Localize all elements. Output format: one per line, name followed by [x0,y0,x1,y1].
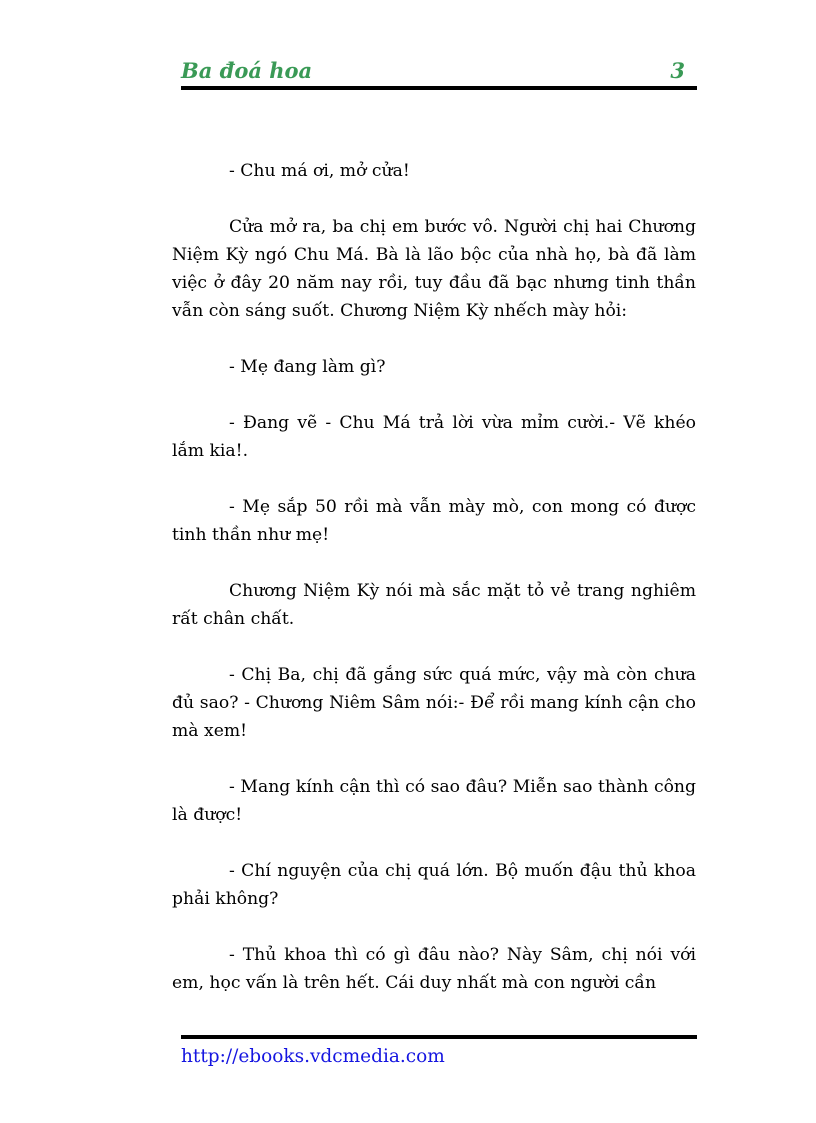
page-body [172,157,696,1025]
paragraph: - Chí nguyện của chị quá lớn. Bộ muốn đậu thủ khoa phải không? [172,861,696,909]
paragraph: - Mẹ sắp 50 rồi mà vẫn mày mò, con mong có được tinh thần như mẹ! [172,497,696,545]
book-title: Ba đoá hoa [181,58,313,83]
paragraph: Cửa mở ra, ba chị em bước vô. Người chị hai Chương Niệm Kỳ ngó Chu Má. Bà là lão bộc của nhà họ, bà đã làm việc ở đây 20 năm nay rồi, tuy đầu đã bạc nhưng tinh thần vẫn còn sáng suốt. Chương Niệm Kỳ nhếch mày hỏi: [172,217,696,321]
header-divider [181,86,697,90]
paragraph: - Chị Ba, chị đã gắng sức quá mức, vậy mà còn chưa đủ sao? - Chương Niêm Sâm nói:- Để rồi mang kính cận cho mà xem! [172,665,696,741]
paragraph: - Mẹ đang làm gì? [229,357,386,377]
paragraph: - Chu má ơi, mở cửa! [229,161,410,181]
paragraph: Chương Niệm Kỳ nói mà sắc mặt tỏ vẻ trang nghiêm rất chân chất. [172,581,696,629]
page-number: 3 [670,58,685,83]
footer-website-link[interactable]: http://ebooks.vdcmedia.com [181,1046,445,1067]
paragraph: - Thủ khoa thì có gì đâu nào? Này Sâm, chị nói với em, học vấn là trên hết. Cái duy nhất mà con người cần [172,945,696,993]
paragraph: - Đang vẽ - Chu Má trả lời vừa mỉm cười.- Vẽ khéo lắm kia!. [172,413,696,461]
paragraph: - Mang kính cận thì có sao đâu? Miễn sao thành công là được! [172,777,696,825]
footer-divider [181,1035,697,1039]
page-header [181,56,697,86]
